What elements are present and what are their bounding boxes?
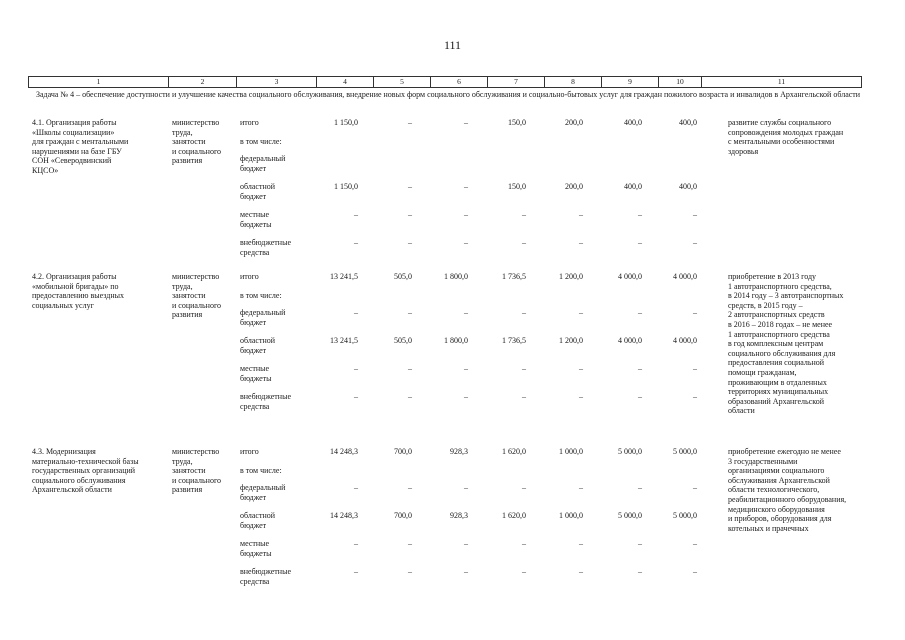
amount-cell: 200,0 <box>565 118 583 127</box>
amount-cell: – <box>522 308 526 317</box>
funding-source-label: областной бюджет <box>240 182 276 201</box>
activity-name: 4.3. Модернизация материально-технической базы государственных организаций социального обслуживания Архангельской области <box>32 447 139 495</box>
amount-cell: 150,0 <box>508 182 526 191</box>
amount-cell: 700,0 <box>394 447 412 456</box>
amount-cell: – <box>693 210 697 219</box>
funding-source-label: внебюджетные средства <box>240 567 291 586</box>
amount-cell: 14 248,3 <box>330 447 358 456</box>
column-number: 1 <box>29 77 169 87</box>
amount-cell: – <box>354 238 358 247</box>
amount-cell: 4 000,0 <box>618 272 642 281</box>
amount-cell: – <box>408 364 412 373</box>
amount-cell: 1 000,0 <box>559 511 583 520</box>
amount-cell: – <box>638 210 642 219</box>
funding-source-label: в том числе: <box>240 466 282 475</box>
amount-cell: – <box>354 483 358 492</box>
amount-cell: – <box>638 567 642 576</box>
amount-cell: – <box>464 567 468 576</box>
amount-cell: 505,0 <box>394 272 412 281</box>
activity-name: 4.2. Организация работы «мобильной бригады» по предоставлению выездных социальных услуг <box>32 272 124 310</box>
amount-cell: 4 000,0 <box>673 336 697 345</box>
funding-source-label: областной бюджет <box>240 511 276 530</box>
funding-source-label: в том числе: <box>240 291 282 300</box>
amount-cell: – <box>638 308 642 317</box>
amount-cell: 14 248,3 <box>330 511 358 520</box>
amount-cell: – <box>408 308 412 317</box>
expected-result: приобретение ежегодно не менее 3 государственными организациями социального обслуживания Архангельской области технологического, реабилитационного оборудования, медицинского оборудования и приборов, оборудования для котельных и прачечных <box>728 447 847 533</box>
amount-cell: – <box>693 238 697 247</box>
amount-cell: 400,0 <box>679 182 697 191</box>
amount-cell: 4 000,0 <box>673 272 697 281</box>
amount-cell: – <box>522 210 526 219</box>
column-number: 10 <box>659 77 702 87</box>
funding-source-label: областной бюджет <box>240 336 276 355</box>
task-heading: Задача № 4 – обеспечение доступности и улучшение качества социального обслуживания, внедрение новых форм социального обслуживания и социально-бытовых услуг для граждан пожилого возраста и инвалидов в Архангельской области <box>36 90 861 99</box>
amount-cell: – <box>522 483 526 492</box>
funding-source-label: местные бюджеты <box>240 539 272 558</box>
column-header-row <box>28 76 862 88</box>
column-number: 5 <box>374 77 431 87</box>
amount-cell: – <box>522 567 526 576</box>
amount-cell: – <box>579 210 583 219</box>
amount-cell: 200,0 <box>565 182 583 191</box>
amount-cell: – <box>408 182 412 191</box>
expected-result: приобретение в 2013 году 1 автотранспортного средства, в 2014 году – 3 автотранспортных средств, в 2015 году – 2 автотранспортных средств в 2016 – 2018 годах – не менее 1 автотранспортного средства в год комплексным центрам социального обслуживания для предоставления социальной помощи гражданам, проживающим в отдаленных территориях муниципальных образований Архангельской области <box>728 272 844 416</box>
amount-cell: – <box>354 392 358 401</box>
amount-cell: – <box>464 118 468 127</box>
amount-cell: – <box>522 539 526 548</box>
amount-cell: 400,0 <box>624 118 642 127</box>
funding-source-label: итого <box>240 272 259 281</box>
amount-cell: – <box>522 392 526 401</box>
amount-cell: – <box>408 118 412 127</box>
executor-cell: министерство труда, занятости и социального развития <box>172 118 222 166</box>
funding-source-label: федеральный бюджет <box>240 483 286 502</box>
amount-cell: 1 620,0 <box>502 447 526 456</box>
amount-cell: 1 800,0 <box>444 336 468 345</box>
amount-cell: – <box>693 308 697 317</box>
amount-cell: – <box>579 392 583 401</box>
amount-cell: – <box>408 238 412 247</box>
amount-cell: – <box>354 567 358 576</box>
amount-cell: 1 200,0 <box>559 336 583 345</box>
amount-cell: 1 800,0 <box>444 272 468 281</box>
funding-source-label: местные бюджеты <box>240 210 272 229</box>
executor-cell: министерство труда, занятости и социального развития <box>172 272 222 320</box>
funding-source-label: внебюджетные средства <box>240 392 291 411</box>
column-number: 9 <box>602 77 659 87</box>
amount-cell: – <box>579 308 583 317</box>
amount-cell: – <box>638 238 642 247</box>
amount-cell: 1 150,0 <box>334 182 358 191</box>
funding-source-label: итого <box>240 447 259 456</box>
column-number: 8 <box>545 77 602 87</box>
amount-cell: – <box>693 392 697 401</box>
amount-cell: – <box>638 483 642 492</box>
amount-cell: – <box>464 182 468 191</box>
amount-cell: – <box>408 210 412 219</box>
amount-cell: 928,3 <box>450 511 468 520</box>
amount-cell: 505,0 <box>394 336 412 345</box>
amount-cell: – <box>464 392 468 401</box>
column-number: 3 <box>237 77 317 87</box>
amount-cell: 400,0 <box>624 182 642 191</box>
amount-cell: 13 241,5 <box>330 272 358 281</box>
funding-source-label: итого <box>240 118 259 127</box>
expected-result: развитие службы социального сопровождения молодых граждан с ментальными особенностями здоровья <box>728 118 844 156</box>
amount-cell: – <box>464 210 468 219</box>
column-number: 4 <box>317 77 374 87</box>
amount-cell: 400,0 <box>679 118 697 127</box>
amount-cell: 13 241,5 <box>330 336 358 345</box>
amount-cell: – <box>354 364 358 373</box>
amount-cell: 5 000,0 <box>673 447 697 456</box>
funding-source-label: внебюджетные средства <box>240 238 291 257</box>
amount-cell: 700,0 <box>394 511 412 520</box>
amount-cell: – <box>522 364 526 373</box>
amount-cell: – <box>579 238 583 247</box>
amount-cell: 1 620,0 <box>502 511 526 520</box>
amount-cell: – <box>408 539 412 548</box>
amount-cell: – <box>579 483 583 492</box>
amount-cell: – <box>464 539 468 548</box>
amount-cell: – <box>464 238 468 247</box>
funding-source-label: федеральный бюджет <box>240 154 286 173</box>
amount-cell: – <box>638 392 642 401</box>
column-number: 7 <box>488 77 545 87</box>
amount-cell: – <box>354 539 358 548</box>
amount-cell: 1 150,0 <box>334 118 358 127</box>
amount-cell: 928,3 <box>450 447 468 456</box>
amount-cell: – <box>354 308 358 317</box>
amount-cell: – <box>579 539 583 548</box>
amount-cell: – <box>693 483 697 492</box>
amount-cell: – <box>408 392 412 401</box>
amount-cell: 1 200,0 <box>559 272 583 281</box>
amount-cell: – <box>464 364 468 373</box>
page-number: 111 <box>443 38 462 52</box>
funding-source-label: местные бюджеты <box>240 364 272 383</box>
amount-cell: 1 000,0 <box>559 447 583 456</box>
column-number: 2 <box>169 77 237 87</box>
amount-cell: 5 000,0 <box>673 511 697 520</box>
executor-cell: министерство труда, занятости и социального развития <box>172 447 222 495</box>
amount-cell: 5 000,0 <box>618 511 642 520</box>
amount-cell: – <box>464 483 468 492</box>
funding-source-label: федеральный бюджет <box>240 308 286 327</box>
amount-cell: – <box>354 210 358 219</box>
amount-cell: – <box>579 364 583 373</box>
amount-cell: 5 000,0 <box>618 447 642 456</box>
amount-cell: 150,0 <box>508 118 526 127</box>
amount-cell: – <box>464 308 468 317</box>
amount-cell: – <box>522 238 526 247</box>
amount-cell: 1 736,5 <box>502 272 526 281</box>
amount-cell: – <box>638 364 642 373</box>
amount-cell: – <box>693 364 697 373</box>
column-number: 11 <box>777 77 786 86</box>
amount-cell: – <box>408 483 412 492</box>
funding-source-label: в том числе: <box>240 137 282 146</box>
amount-cell: – <box>693 567 697 576</box>
amount-cell: – <box>693 539 697 548</box>
column-number: 6 <box>431 77 488 87</box>
amount-cell: – <box>408 567 412 576</box>
activity-name: 4.1. Организация работы «Школы социализации» для граждан с ментальными нарушениями на базе ГБУ СОН «Северодвинский КЦСО» <box>32 118 129 175</box>
amount-cell: 1 736,5 <box>502 336 526 345</box>
amount-cell: – <box>638 539 642 548</box>
amount-cell: 4 000,0 <box>618 336 642 345</box>
amount-cell: – <box>579 567 583 576</box>
